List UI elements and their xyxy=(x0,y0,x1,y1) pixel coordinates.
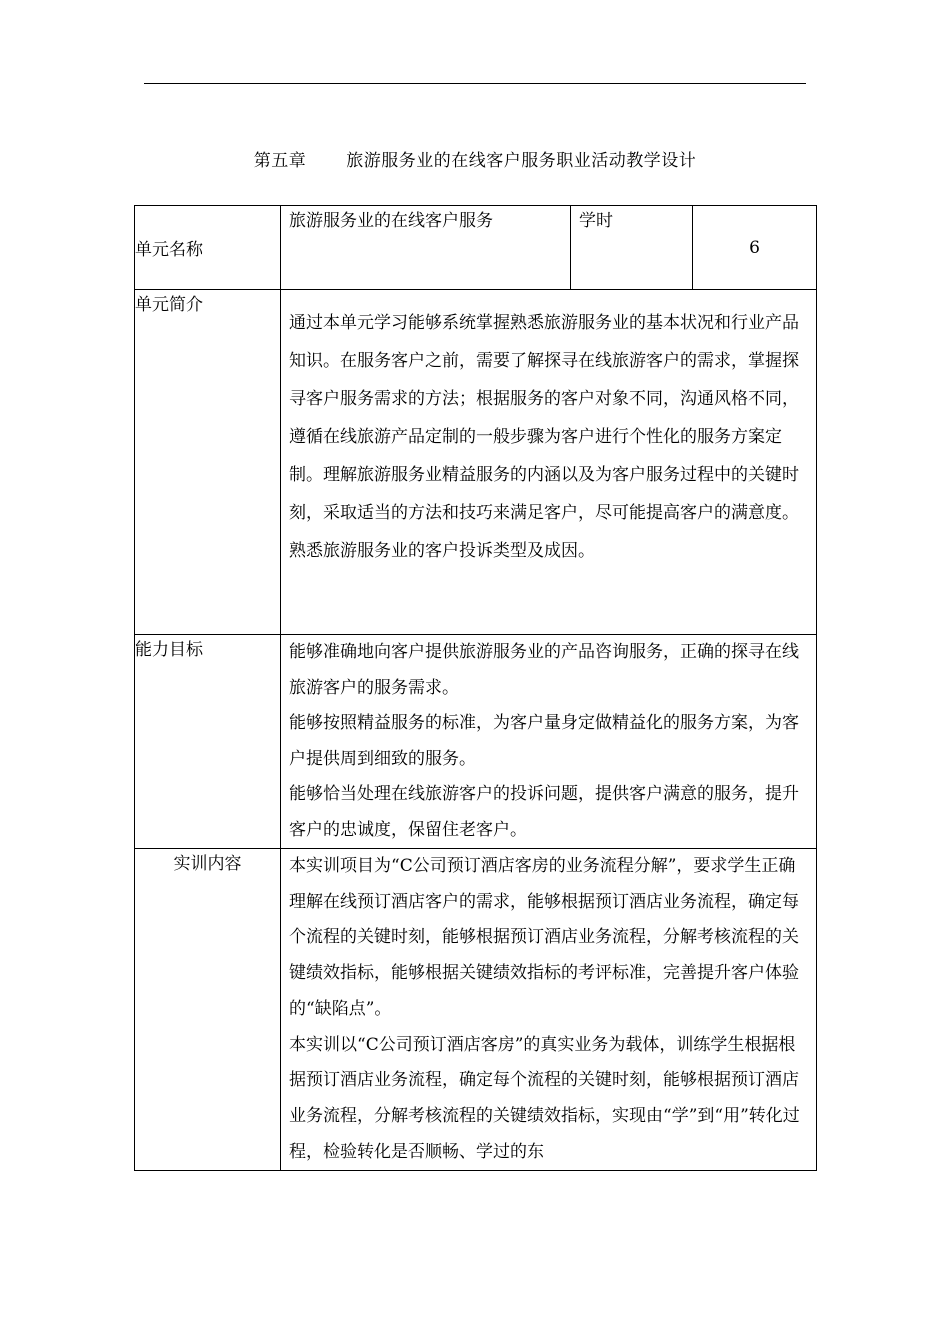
intro-label: 单元简介 xyxy=(135,290,281,635)
intro-row xyxy=(135,290,817,635)
chapter-number: 第五章 xyxy=(253,151,307,171)
header-rule xyxy=(144,83,806,84)
unit-name-label: 单元名称 xyxy=(135,206,281,290)
unit-name-row xyxy=(135,206,817,290)
ability-row xyxy=(135,635,817,849)
hours-label: 学时 xyxy=(571,206,693,290)
ability-label: 能力目标 xyxy=(135,635,281,849)
ability-item: 能够按照精益服务的标准，为客户量身定做精益化的服务方案，为客户提供周到细致的服务。 xyxy=(289,713,799,769)
chapter-title: 旅游服务业的在线客户服务职业活动教学设计 xyxy=(346,151,697,171)
intro-text: 通过本单元学习能够系统掌握熟悉旅游服务业的基本状况和行业产品知识。在服务客户之前，需要了解探寻在线旅游客户的需求，掌握探寻客户服务需求的方法；根据服务的客户对象不同，沟通风格不同，遵循在线旅游产品定制的一般步骤为客户进行个性化的服务方案定制。理解旅游服务业精益服务的内涵以及为客户服务过程中的关键时刻，采取适当的方法和技巧来满足客户，尽可能提高客户的满意度。熟悉旅游服务业的客户投诉类型及成因。 xyxy=(289,313,799,561)
unit-name-value: 旅游服务业的在线客户服务 xyxy=(281,206,571,290)
training-row xyxy=(135,849,817,1171)
training-item: 本实训以“C公司预订酒店客房”的真实业务为载体，训练学生根据根据预订酒店业务流程，确定每个流程的关键时刻，能够根据预订酒店业务流程，分解考核流程的关键绩效指标，实现由“学”到“用”转化过程，检验转化是否顺畅、学过的东 xyxy=(289,1034,800,1162)
page-title xyxy=(0,146,950,171)
training-item: 本实训项目为“C公司预订酒店客房的业务流程分解”，要求学生正确理解在线预订酒店客户的需求，能够根据预订酒店业务流程，确定每个流程的关键时刻，能够根据预订酒店业务流程，分解考核流程的关键绩效指标，能够根据关键绩效指标的考评标准，完善提升客户体验的“缺陷点”。 xyxy=(289,856,799,1019)
ability-item: 能够准确地向客户提供旅游服务业的产品咨询服务，正确的探寻在线旅游客户的服务需求。 xyxy=(289,642,799,698)
training-cell xyxy=(281,849,817,1171)
intro-cell xyxy=(281,290,817,635)
course-design-table xyxy=(134,205,817,1171)
training-label: 实训内容 xyxy=(135,849,281,1171)
ability-item: 能够恰当处理在线旅游客户的投诉问题，提供客户满意的服务，提升客户的忠诚度，保留住老客户。 xyxy=(289,784,799,840)
ability-cell xyxy=(281,635,817,849)
hours-value: 6 xyxy=(693,206,817,290)
